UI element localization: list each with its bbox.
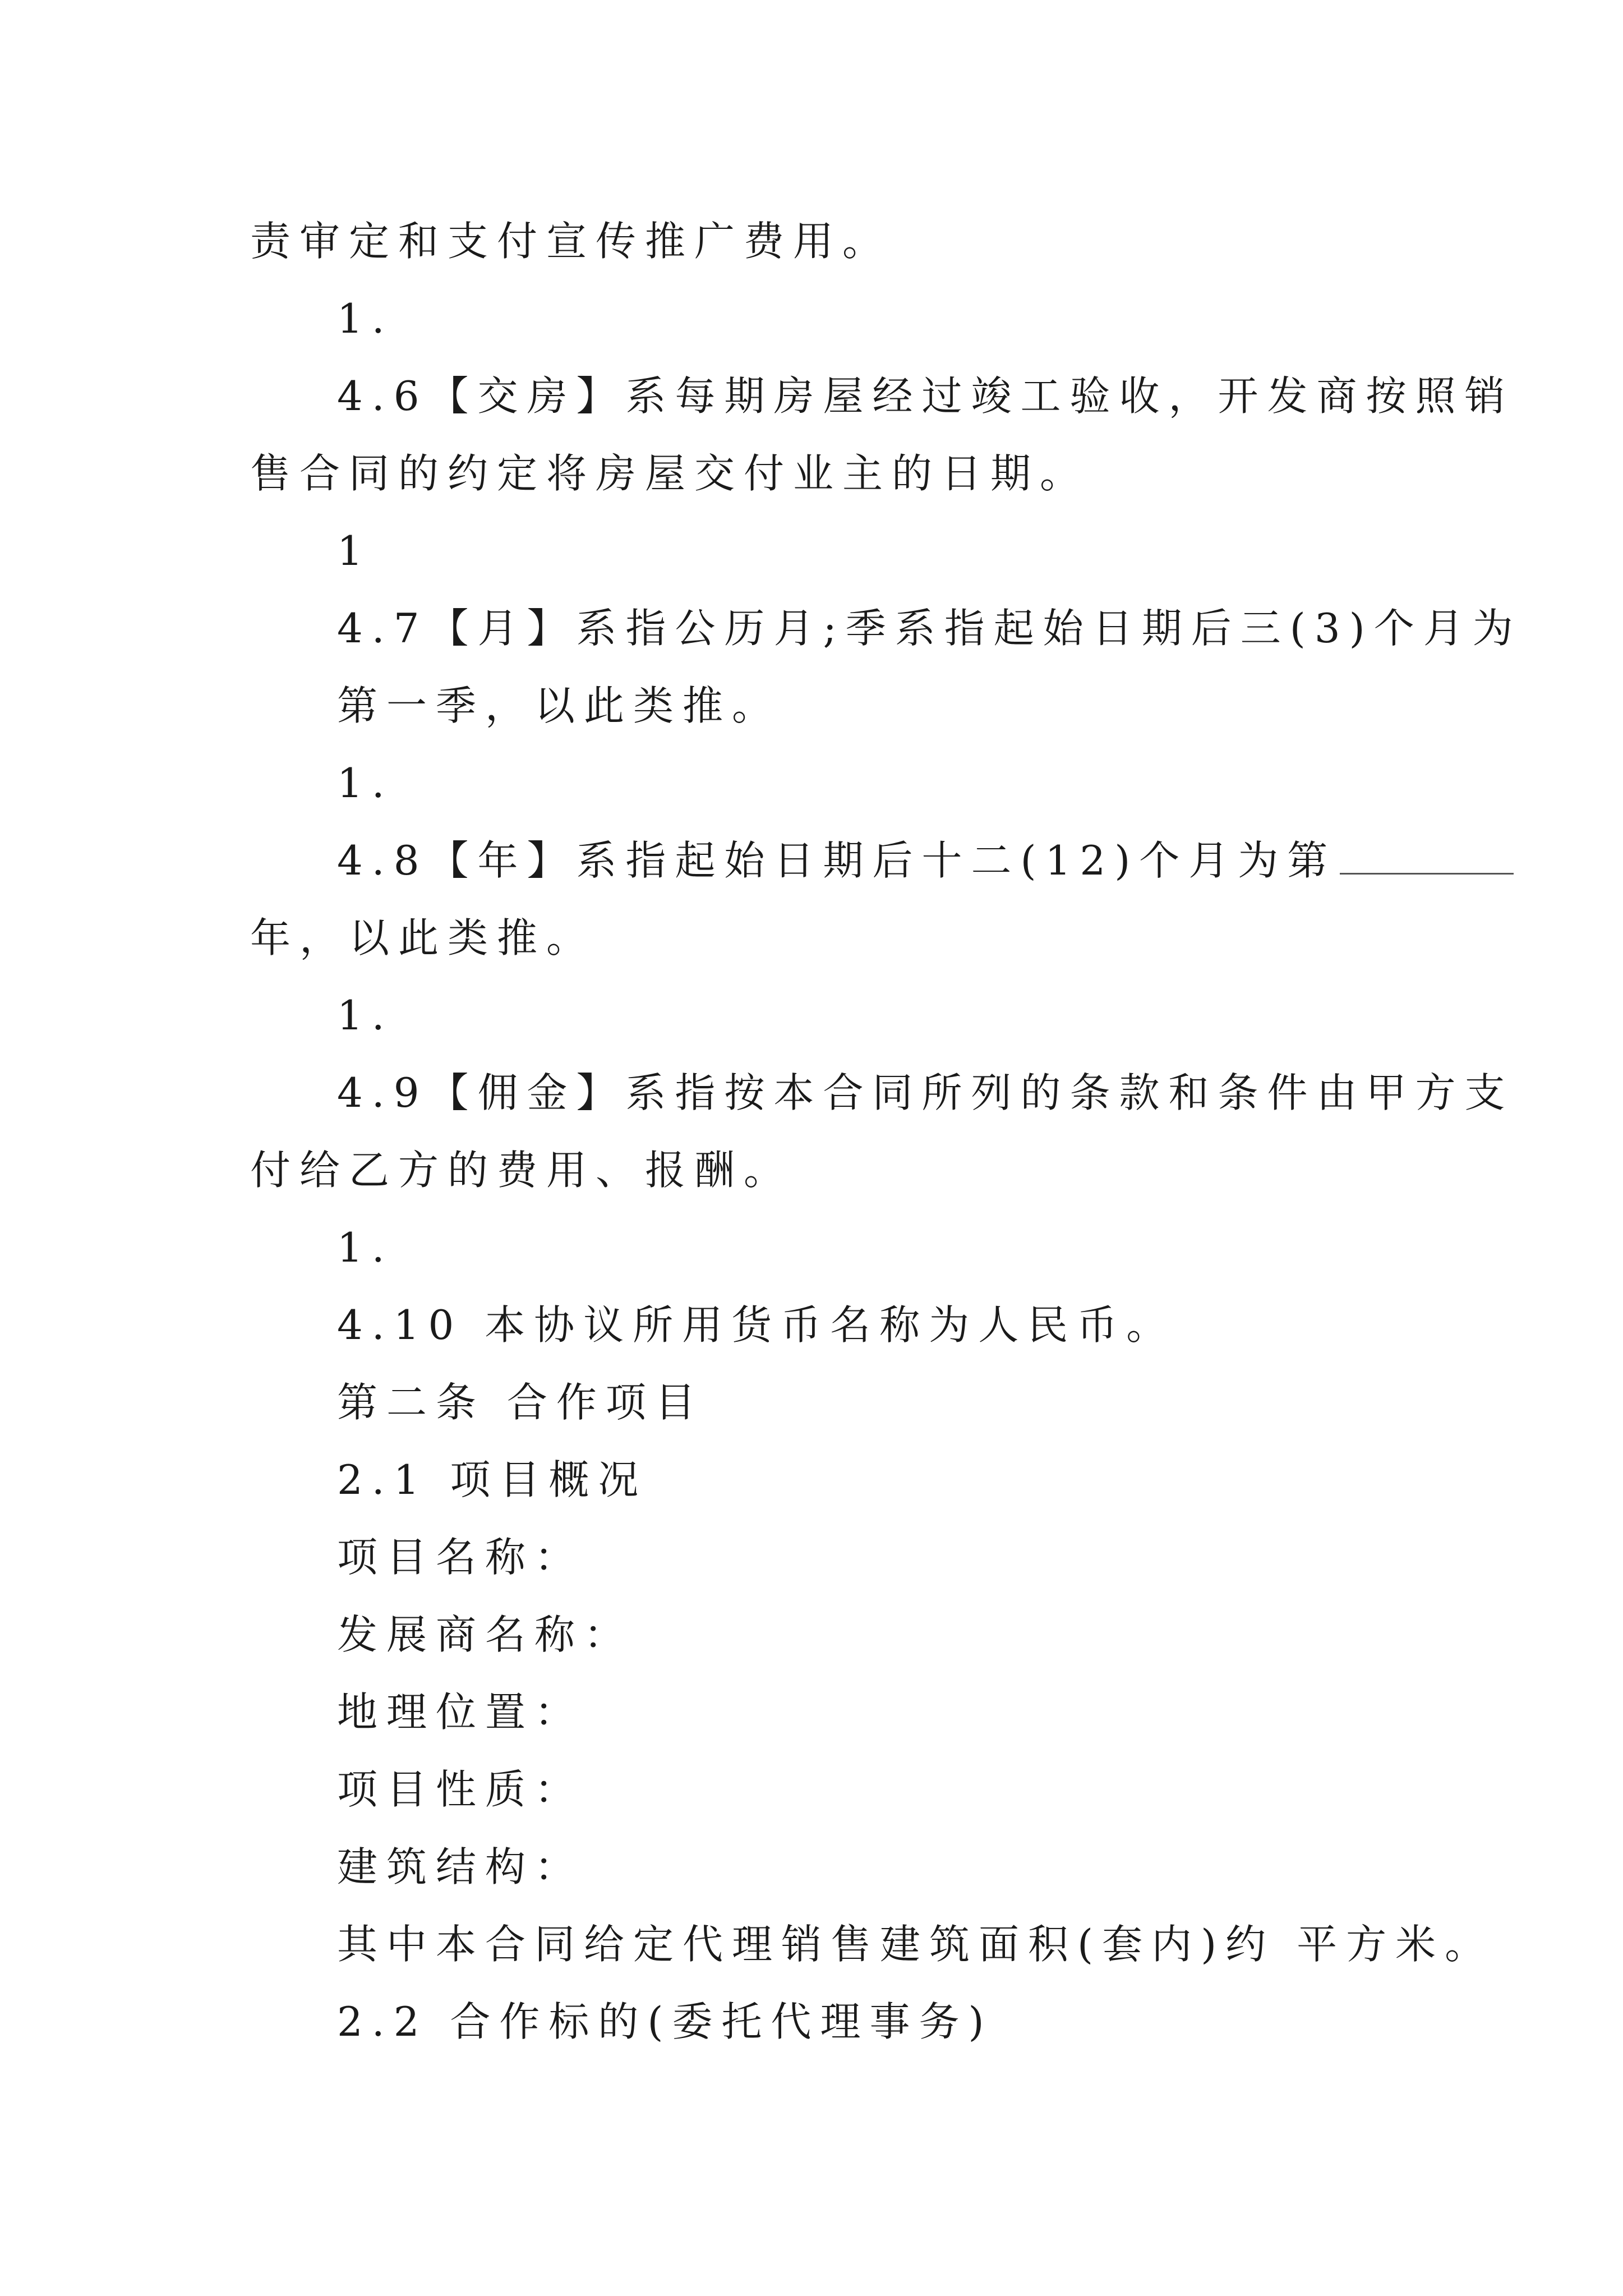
text-line-continuation: 责审定和支付宣传推广费用。 bbox=[250, 218, 892, 265]
list-number: 1. bbox=[337, 1224, 394, 1271]
field-developer-name: 发展商名称： bbox=[337, 1611, 634, 1658]
clause-4-8-text: 4.8【年】系指起始日期后十二(12)个月为第 bbox=[337, 837, 1337, 884]
field-project-name: 项目名称： bbox=[337, 1534, 584, 1581]
clause-4-10: 4.10 本协议所用货币名称为人民币。 bbox=[337, 1301, 1176, 1349]
list-number: 1. bbox=[337, 760, 394, 807]
fill-in-blank bbox=[1340, 871, 1514, 875]
section-heading: 第二条 合作项目 bbox=[337, 1379, 704, 1426]
list-number: 1. bbox=[337, 295, 394, 342]
clause-4-8-line-1 bbox=[337, 834, 1514, 887]
clause-4-6-line-1: 4.6【交房】系每期房屋经过竣工验收，开发商按照销 bbox=[337, 372, 1514, 420]
clause-4-7-line-1: 4.7【月】系指公历月;季系指起始日期后三(3)个月为 bbox=[337, 605, 1522, 652]
clause-4-6-line-2: 售合同的约定将房屋交付业主的日期。 bbox=[250, 450, 1090, 497]
clause-4-8-line-2: 年，以此类推。 bbox=[250, 914, 596, 961]
clause-4-9-line-2: 付给乙方的费用、报酬。 bbox=[250, 1147, 794, 1194]
list-number: 1 bbox=[337, 527, 372, 574]
clause-4-9-line-1: 4.9【佣金】系指按本合同所列的条款和条件由甲方支 bbox=[337, 1069, 1514, 1116]
list-number: 1. bbox=[337, 992, 394, 1039]
field-location: 地理位置： bbox=[337, 1688, 584, 1736]
field-project-nature: 项目性质： bbox=[337, 1766, 584, 1813]
subsection-heading: 2.1 项目概况 bbox=[337, 1456, 648, 1503]
clause-4-7-line-2: 第一季，以此类推。 bbox=[337, 682, 782, 729]
subsection-heading: 2.2 合作标的(委托代理事务) bbox=[337, 1998, 993, 2045]
area-statement: 其中本合同给定代理销售建筑面积(套内)约 平方米。 bbox=[337, 1921, 1495, 1968]
field-building-structure: 建筑结构： bbox=[337, 1843, 584, 1890]
